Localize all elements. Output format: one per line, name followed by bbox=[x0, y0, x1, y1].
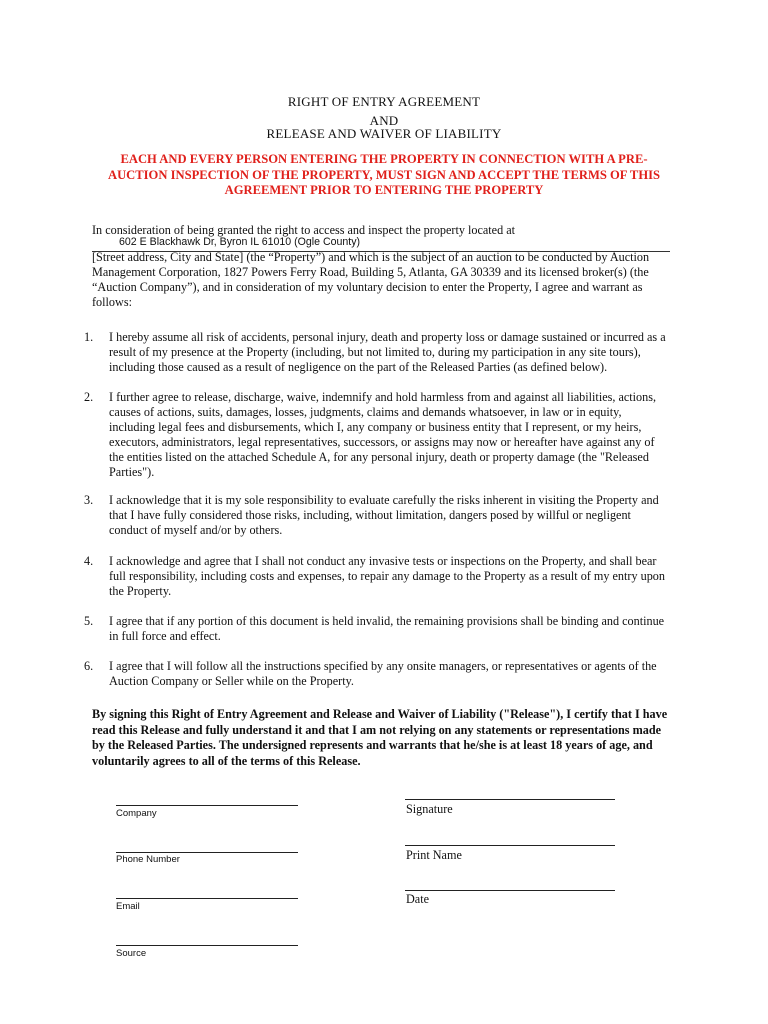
phone-number-field[interactable] bbox=[116, 852, 298, 853]
title-line-1: RIGHT OF ENTRY AGREEMENT bbox=[287, 94, 481, 109]
email-label: Email bbox=[116, 901, 140, 912]
signature-label: Signature bbox=[406, 802, 453, 816]
property-description: [Street address, City and State] (the “Property”) and which is the subject of an auction to be conducted by Auction Management Corporation, 1827 Powers Ferry Road, Building 5, Atlanta, GA 30339 and its licensed broker(s) (the “Auction Company”), and in consideration of my voluntary decision to enter the Property, I agree and warrant as follows: bbox=[92, 250, 650, 309]
entry-warning: EACH AND EVERY PERSON ENTERING THE PROPERTY IN CONNECTION WITH A PRE-AUCTION INSPECTION OF THE PROPERTY, MUST SIGN AND ACCEPT THE TERMS OF THIS AGREEMENT PRIOR TO ENTERING THE PROPERTY bbox=[107, 152, 661, 197]
item-text: I acknowledge that it is my sole responsibility to evaluate carefully the risks inherent in visiting the Property and that I have fully considered those risks, including, without limitation, dangers posed by willful or negligent conduct of myself and/or by others. bbox=[109, 493, 659, 537]
company-label: Company bbox=[116, 808, 157, 819]
phone-number-label: Phone Number bbox=[116, 854, 180, 865]
print-name-field[interactable] bbox=[405, 845, 615, 846]
print-name-label: Print Name bbox=[406, 848, 462, 862]
item-text: I agree that if any portion of this document is held invalid, the remaining provisions shall be binding and continue in full force and effect. bbox=[109, 614, 665, 643]
item-number: 4. bbox=[84, 554, 94, 568]
signature-field[interactable] bbox=[405, 799, 615, 800]
item-number: 1. bbox=[84, 330, 94, 344]
item-text: I hereby assume all risk of accidents, personal injury, death and property loss or damage sustained or incurred as a result of my presence at the Property (including, but not limited to, during my participation in any site tours), including those caused as a result of negligence on the part of the Released Parties (as defined below). bbox=[109, 330, 666, 374]
certification-statement: By signing this Right of Entry Agreement and Release and Waiver of Liability ("Release"), I certify that I have read this Release and fully understand it and that I am not relying on any statements or representations made by the Released Parties. The undersigned represents and warrants that he/she is at least 18 years of age, and voluntarily agrees to all of the terms of this Release. bbox=[92, 707, 668, 768]
email-field[interactable] bbox=[116, 898, 298, 899]
item-number: 6. bbox=[84, 659, 94, 673]
intro-text: In consideration of being granted the right to access and inspect the property located at bbox=[92, 223, 516, 237]
source-label: Source bbox=[116, 948, 147, 959]
item-number: 3. bbox=[84, 493, 94, 507]
item-number: 2. bbox=[84, 390, 94, 404]
item-text: I further agree to release, discharge, waive, indemnify and hold harmless from and against all liabilities, actions, causes of actions, suits, damages, losses, judgments, claims and demands whatsoever, in law or in equity, including legal fees and disbursements, which I, any company or business entity that I represent, or my heirs, executors, administrators, legal representatives, successors, or assigns may now or hereafter have against any of the entities listed on the attached Schedule A, for any personal injury, death or property damage (the "Released Parties"). bbox=[109, 390, 657, 479]
property-address: 602 E Blackhawk Dr, Byron IL 61010 (Ogle County) bbox=[119, 236, 361, 248]
item-number: 5. bbox=[84, 614, 94, 628]
item-text: I agree that I will follow all the instructions specified by any onsite managers, or representatives or agents of the Auction Company or Seller while on the Property. bbox=[109, 659, 657, 688]
date-field[interactable] bbox=[405, 890, 615, 891]
company-field[interactable] bbox=[116, 805, 298, 806]
source-field[interactable] bbox=[116, 945, 298, 946]
title-line-3: RELEASE AND WAIVER OF LIABILITY bbox=[266, 126, 502, 141]
title-line-2: AND bbox=[369, 113, 399, 128]
date-label: Date bbox=[406, 892, 430, 906]
item-text: I acknowledge and agree that I shall not conduct any invasive tests or inspections on the Property, and shall bear full responsibility, including costs and expenses, to repair any damage to the Property as a result of my entry upon the Property. bbox=[109, 554, 665, 598]
